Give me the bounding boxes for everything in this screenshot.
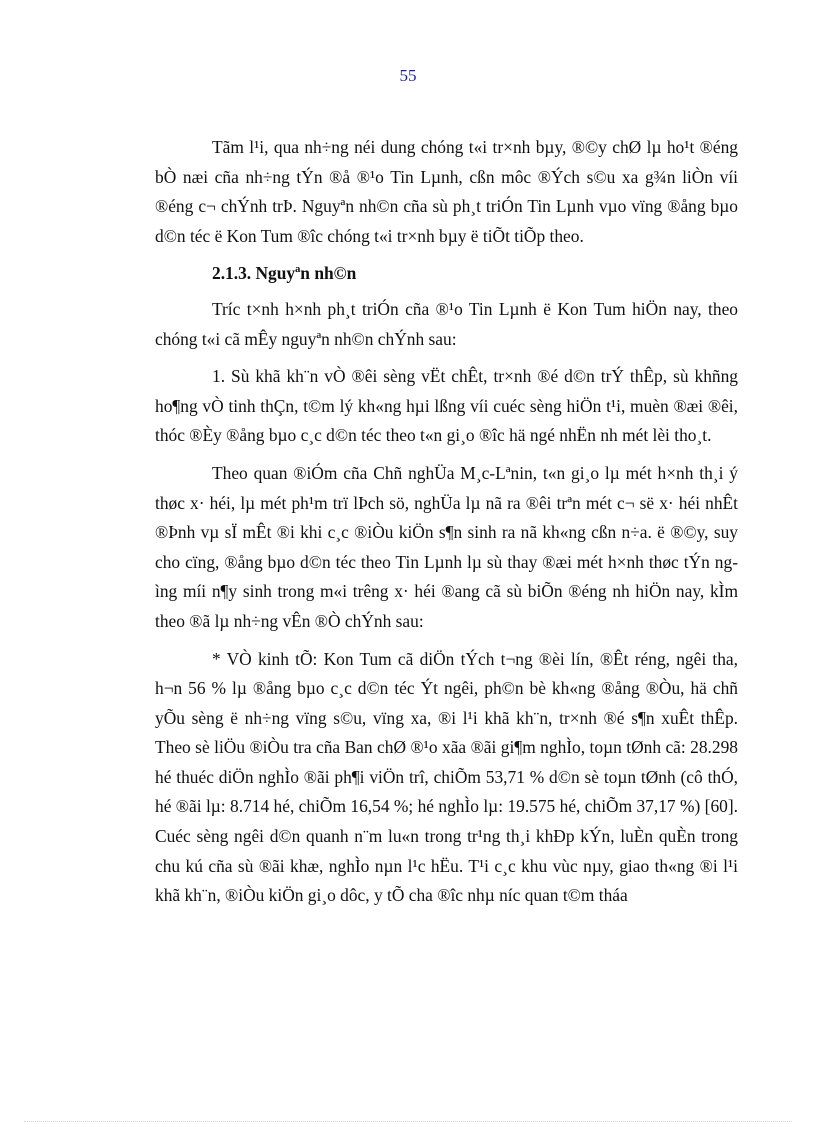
page-number: 55 <box>399 66 417 85</box>
paragraph-cause-1: 1. Sù khã kh¨n vÒ ®êi sèng vËt chÊt, tr×nh ®é d©n trÝ thÊp, sù khñng ho¶ng vÒ tinh thÇn, t©m lý kh«ng hµi lßng víi cuéc sèng hiÖn t¹i, muèn ®æi ®êi, thóc ®Èy ®ång bµo c¸c d©n téc theo t«n gi¸o ®îc hä ngé nhËn nh mét lèi tho¸t. <box>155 366 738 446</box>
paragraph-marxist-view: Theo quan ®iÓm cña Chñ nghÜa M¸c-Lªnin, t«n gi¸o lµ mét h×nh th¸i ý thøc x· héi, lµ mét ph¹m trï lÞch sö, nghÜa lµ nã ra ®êi trªn mét c¬ së x· héi nhÊt ®Þnh vµ sÏ mÊt ®i khi c¸c ®iÒu kiÖn s¶n sinh ra nã kh«ng cßn n÷a. ë ®©y, suy cho cïng, ®ång bµo d©n téc theo Tin Lµnh lµ sù thay ®æi mét h×nh thøc tÝn ngìng míi n¶y sinh trong m«i trêng x· héi ®ang cã sù biÕn ®éng nh hiÖn nay, kÌm theo ®ã lµ nh÷ng vÊn ®Ò chÝnh sau: <box>155 462 738 631</box>
paragraph-intro: Tríc t×nh h×nh ph¸t triÓn cña ®¹o Tin Lµnh ë Kon Tum hiÖn nay, theo chóng t«i cã mÊy nguyªn nh©n chÝnh sau: <box>155 298 738 349</box>
paragraph-economy: * VÒ kinh tÕ: Kon Tum cã diÖn tÝch t¬ng ®èi lín, ®Êt réng, ngêi tha, h¬n 56 % lµ ®ång bµo c¸c d©n téc Ýt ngêi, ph©n bè kh«ng ®ång ®Òu, hä chñ yÕu sèng ë nh÷ng vïng s©u, vïng xa, ®i l¹i khã kh¨n, tr×nh ®é s¶n xuÊt thÊp. Theo sè liÖu ®iÒu tra cña Ban chØ ®¹o xãa ®ãi gi¶m nghÌo, toµn tØnh cã: 28.298 hé thuéc diÖn nghÌo ®ãi ph¶i viÖn trî, chiÕm 53,71 % d©n sè toµn tØnh (cô thÓ, hé ®ãi lµ: 8.714 hé, chiÕm 16,54 %; hé nghÌo lµ: 19.575 hé, chiÕm 37,17 %) [60]. Cuéc sèng ngêi d©n quanh n¨m lu«n trong tr¹ng th¸i khÐp kÝn, luÈn quÈn trong chu kú cña sù ®ãi khæ, nghÌo nµn l¹c hËu. T¹i c¸c khu vùc nµy, giao th«ng ®i l¹i khã kh¨n, ®iÒu kiÖn gi¸o dôc, y tÕ cha ®îc nhµ níc quan t©m tháa <box>155 648 738 906</box>
section-heading: 2.1.3. Nguyªn nh©n <box>212 263 357 284</box>
paragraph-summary: Tãm l¹i, qua nh÷ng néi dung chóng t«i tr×nh bµy, ®©y chØ lµ ho¹t ®éng bÒ næi cña nh÷ng tÝn ®å ®¹o Tin Lµnh, cßn môc ®Ých s©u xa g¾n liÒn víi ®éng c¬ chÝnh trÞ. Nguyªn nh©n cña sù ph¸t triÓn Tin Lµnh vµo vïng ®ång bµo d©n téc ë Kon Tum ®îc chóng t«i tr×nh bµy ë tiÕt tiÕp theo. <box>155 137 738 246</box>
bottom-divider <box>24 1121 792 1122</box>
body-text <box>155 133 738 911</box>
